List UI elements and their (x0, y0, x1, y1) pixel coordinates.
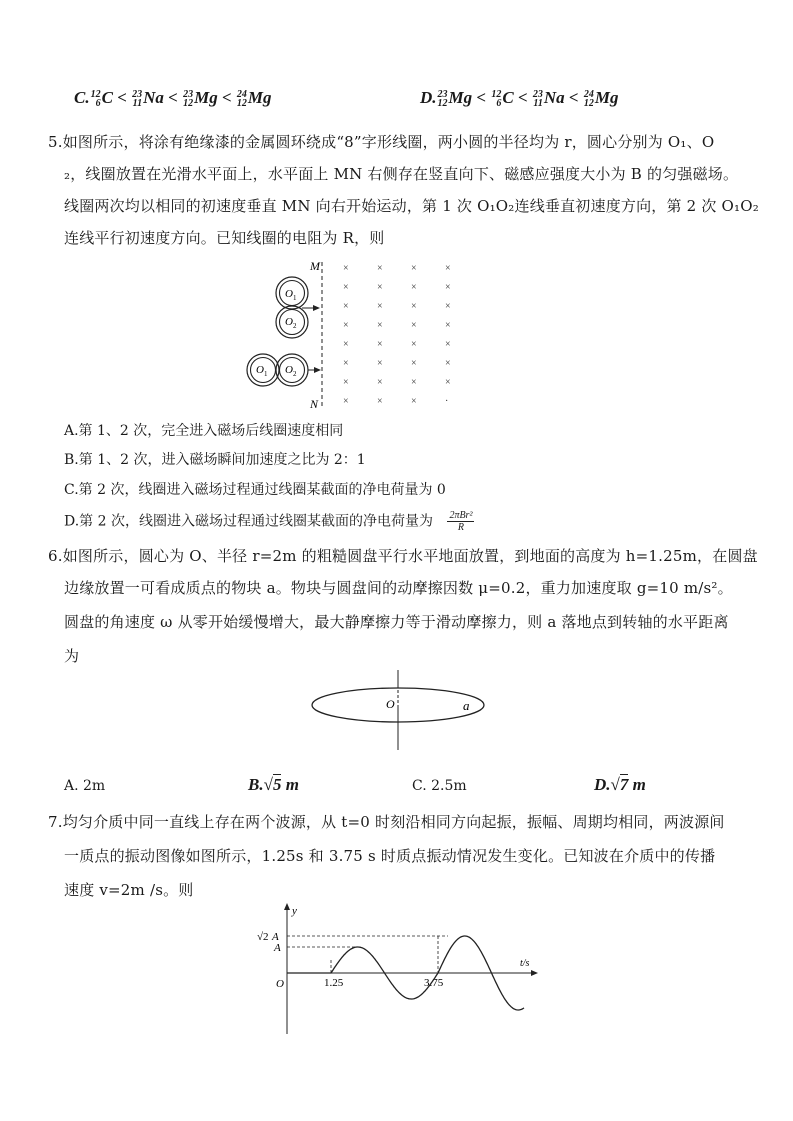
q6-line-2: 边缘放置一可看成质点的物块 a。物块与圆盘间的动摩擦因数 μ=0.2，重力加速度取 g=10 m/s²。 (64, 579, 733, 597)
y-axis-arrow (284, 903, 290, 910)
tick-a: A (274, 942, 281, 954)
q6-option-c[interactable]: C. 2.5m (412, 778, 467, 794)
field-cross: × (377, 301, 383, 312)
q4-option-c: C. 12 6 C < 23 11 Na < 23 12 Mg < 24 12 Mg (74, 88, 272, 110)
origin-label: O (276, 978, 284, 990)
q6-line-4: 为 (64, 647, 80, 665)
field-cross: × (411, 358, 417, 369)
tick-1-25: 1.25 (324, 977, 344, 989)
field-cross: × (411, 263, 417, 274)
field-cross: × (411, 282, 417, 293)
q7-line-2: 一质点的振动图像如图所示，1.25s 和 3.75 s 时质点振动情况发生变化。已知波在介质中的传播 (64, 847, 716, 865)
label-n: N (310, 397, 319, 411)
q5-option-c[interactable]: C.第 2 次，线圈进入磁场过程通过线圈某截面的净电荷量为 0 (64, 482, 446, 498)
fraction-numerator: 2πBr² (449, 510, 473, 521)
field-cross: × (411, 320, 417, 331)
label-a: a (463, 698, 470, 713)
t-axis-label: t/s (520, 958, 530, 969)
q7-line-1: 7.均匀介质中同一直线上存在两个波源，从 t=0 时刻沿相同方向起振，振幅、周期均相同，两波源间 (48, 813, 725, 831)
field-cross: × (343, 358, 349, 369)
label-o1-bottom: O (256, 364, 264, 376)
q6-line-1: 6.如图所示，圆心为 O、半径 r=2m 的粗糙圆盘平行水平地面放置，到地面的高度为 h=1.25m，在圆盘 (48, 547, 758, 565)
field-cross: × (343, 301, 349, 312)
q6-option-b[interactable]: B.√5 m (248, 775, 299, 794)
q6-disc-figure (300, 668, 500, 752)
field-cross: × (377, 263, 383, 274)
field-cross: × (343, 396, 349, 407)
field-cross: × (445, 339, 451, 350)
field-cross: × (377, 358, 383, 369)
q7-line-3: 速度 v=2m /s。则 (64, 881, 194, 899)
q6-line-3: 圆盘的角速度 ω 从零开始缓慢增大，最大静摩擦力等于滑动摩擦力，则 a 落地点到转轴的水平距离 (64, 613, 729, 631)
label-o1-top-sub: 1 (293, 294, 297, 302)
field-cross: × (445, 320, 451, 331)
label-o2-bottom: O (285, 364, 293, 376)
coil-horizontal (247, 354, 321, 386)
label-o1-top: O (285, 288, 293, 300)
q5-option-b[interactable]: B.第 1、2 次，进入磁场瞬间加速度之比为 2：1 (64, 452, 366, 468)
tick-sqrt2: √2 (257, 931, 269, 943)
field-cross: × (377, 396, 383, 407)
field-cross: × (343, 263, 349, 274)
q5-option-a[interactable]: A.第 1、2 次，完全进入磁场后线圈速度相同 (64, 423, 344, 439)
q5-line-1: 5.如图所示，将涂有绝缘漆的金属圆环绕成“8”字形线圈，两小圆的半径均为 r，圆心分别为 O₁、O (48, 133, 715, 151)
q5-option-d-fraction (447, 510, 474, 533)
label-o1-bottom-sub: 1 (264, 370, 268, 378)
y-axis-label: y (292, 905, 297, 917)
tick-sqrt2a-a: A (272, 931, 279, 943)
coil-vertical (276, 277, 320, 338)
field-cross: × (343, 377, 349, 388)
field-cross: × (445, 301, 451, 312)
field-cross: × (377, 282, 383, 293)
velocity-arrow-2 (314, 367, 321, 373)
label-o2-bottom-sub: 2 (293, 370, 297, 378)
field-cross: × (343, 339, 349, 350)
q5-line-3: 线圈两次均以相同的初速度垂直 MN 向右开始运动，第 1 次 O₁O₂连线垂直初速度方向，第 2 次 O₁O₂ (64, 197, 759, 215)
field-cross: × (377, 339, 383, 350)
field-cross: × (411, 377, 417, 388)
tick-3-75: 3.75 (424, 977, 444, 989)
field-cross: × (445, 358, 451, 369)
field-cross: × (445, 282, 451, 293)
field-cross: × (377, 320, 383, 331)
label-o2-top-sub: 2 (293, 322, 297, 330)
velocity-arrow-1 (313, 305, 320, 311)
q5-option-d-text: D.第 2 次，线圈进入磁场过程通过线圈某截面的净电荷量为 (64, 513, 433, 530)
field-cross: × (411, 339, 417, 350)
t-axis-arrow (531, 970, 538, 976)
field-cross: × (343, 282, 349, 293)
label-o2-top: O (285, 316, 293, 328)
q6-option-d[interactable]: D.√7 m (594, 775, 646, 794)
q7-vibration-graph (252, 900, 542, 1040)
q5-line-4: 连线平行初速度方向。已知线圈的电阻为 R，则 (64, 229, 385, 247)
label-o: O (386, 697, 395, 711)
field-cross: × (445, 263, 451, 274)
magnetic-field-marks (343, 263, 451, 407)
field-cross: × (445, 377, 451, 388)
field-cross: × (377, 377, 383, 388)
field-cross: × (343, 320, 349, 331)
fraction-denominator: R (457, 522, 464, 533)
q5-line-2: ₂，线圈放置在光滑水平面上，水平面上 MN 右侧存在竖直向下、磁感应强度大小为 B 的匀强磁场。 (64, 165, 739, 183)
label-m: M (310, 259, 320, 273)
q6-option-a[interactable]: A. 2m (64, 778, 106, 794)
q5-option-d[interactable] (64, 510, 474, 533)
q5-coil-figure (244, 256, 464, 412)
field-cross: × (411, 301, 417, 312)
q4-option-d: D. 23 12 Mg < 12 6 C < 23 11 Na < 24 12 Mg (420, 88, 619, 110)
field-cross: · (445, 396, 449, 407)
field-cross: × (411, 396, 417, 407)
